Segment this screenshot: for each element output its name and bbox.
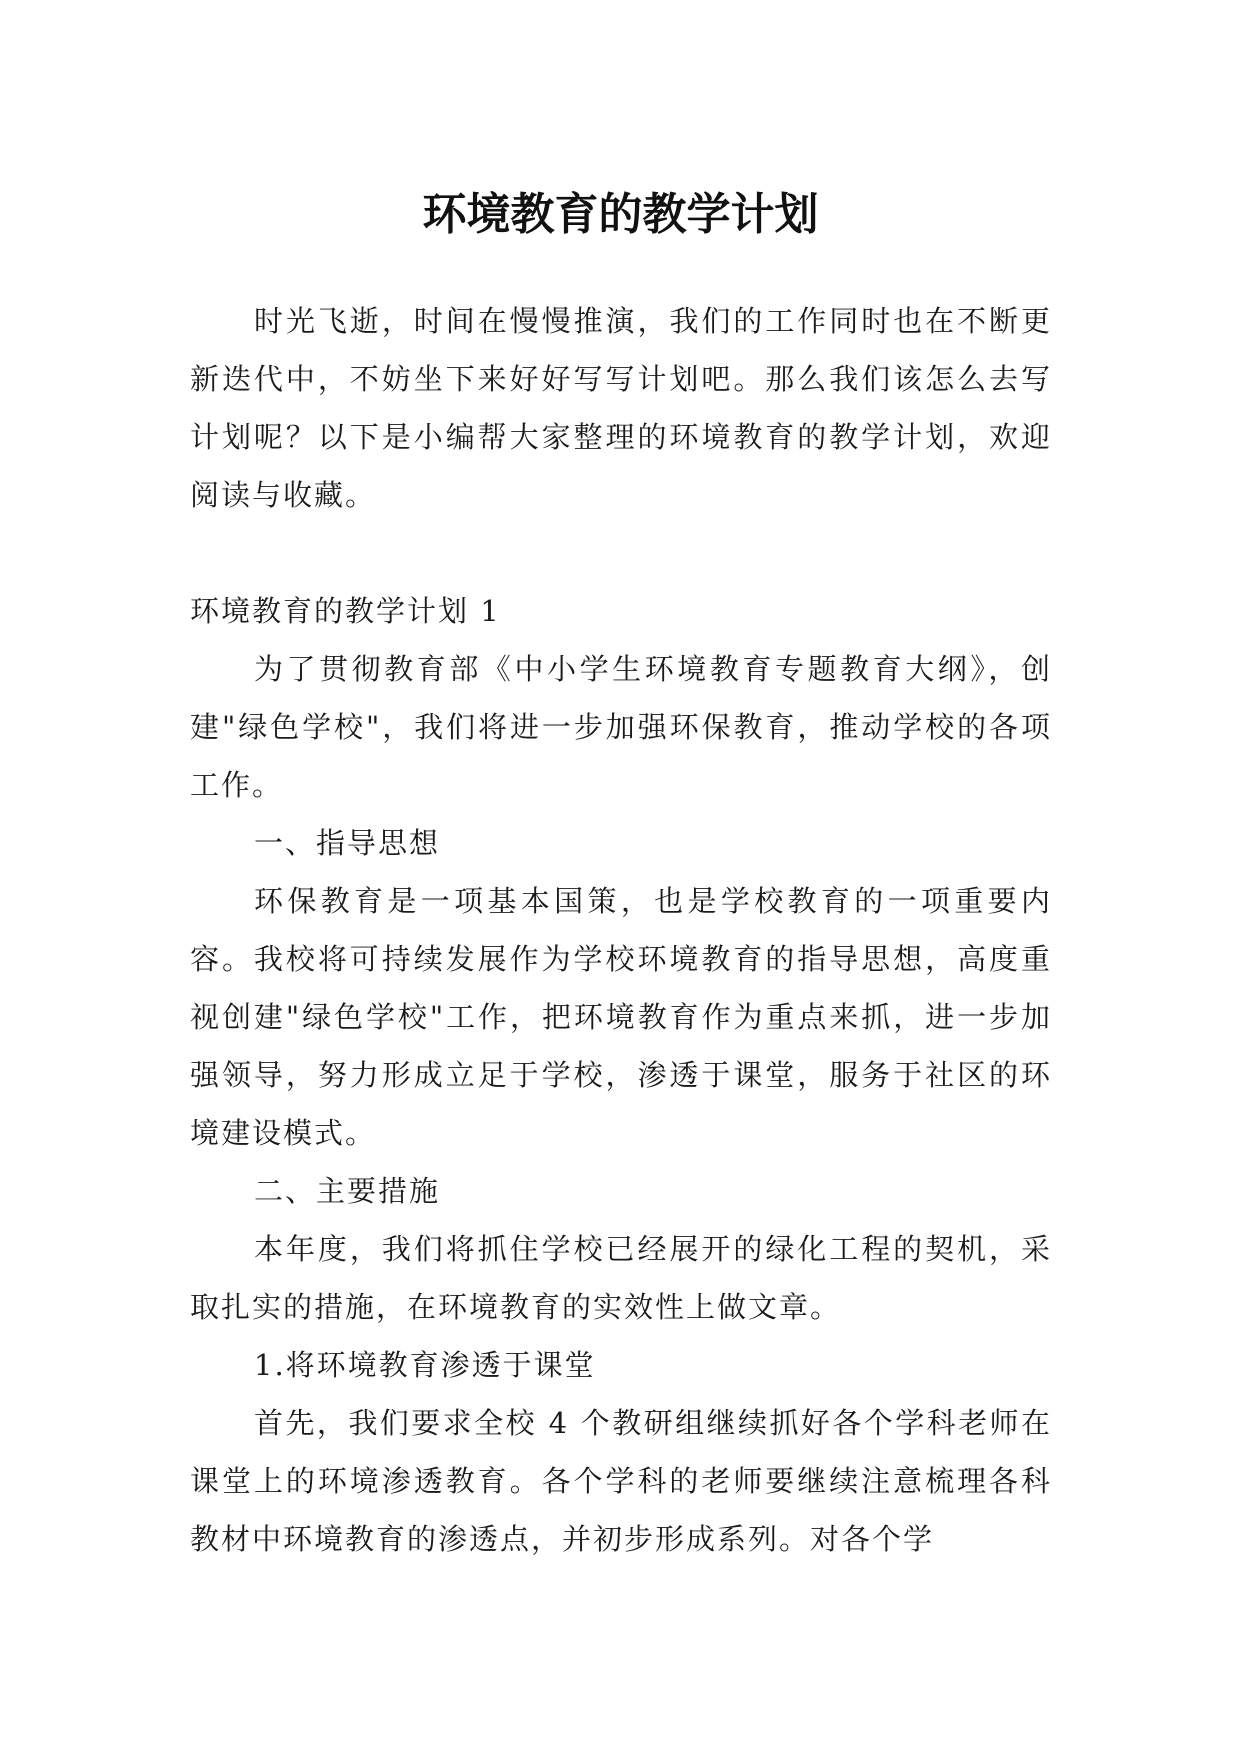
section-heading-plan-1: 环境教育的教学计划 1 xyxy=(190,594,501,628)
body-paragraph: 环保教育是一项基本国策，也是学校教育的一项重要内容。我校将可持续发展作为学校环境教育的指导思想，高度重视创建"绿色学校"工作，把环境教育作为重点来抓，进一步加强领导，努力形成立足于学校，渗透于课堂，服务于社区的环境建设模式。 xyxy=(190,884,1052,1150)
body-paragraph: 本年度，我们将抓住学校已经展开的绿化工程的契机，采取扎实的措施，在环境教育的实效性上做文章。 xyxy=(190,1232,1052,1324)
document-body xyxy=(190,292,1052,1568)
body-paragraph: 首先，我们要求全校 4 个教研组继续抓好各个学科老师在课堂上的环境渗透教育。各个学科的老师要继续注意梳理各科教材中环境教育的渗透点，并初步形成系列。对各个学 xyxy=(190,1406,1052,1556)
subheading-classroom: 1.将环境教育渗透于课堂 xyxy=(254,1348,596,1382)
body-paragraph: 为了贯彻教育部《中小学生环境教育专题教育大纲》，创建"绿色学校"，我们将进一步加强环保教育，推动学校的各项工作。 xyxy=(190,652,1052,802)
document-title: 环境教育的教学计划 xyxy=(422,189,819,241)
subheading-main-measures: 二、主要措施 xyxy=(254,1174,441,1208)
intro-paragraph: 时光飞逝，时间在慢慢推演，我们的工作同时也在不断更新迭代中，不妨坐下来好好写写计划吧。那么我们该怎么去写计划呢？以下是小编帮大家整理的环境教育的教学计划，欢迎阅读与收藏。 xyxy=(190,304,1052,512)
subheading-guiding-thought: 一、指导思想 xyxy=(254,826,441,860)
